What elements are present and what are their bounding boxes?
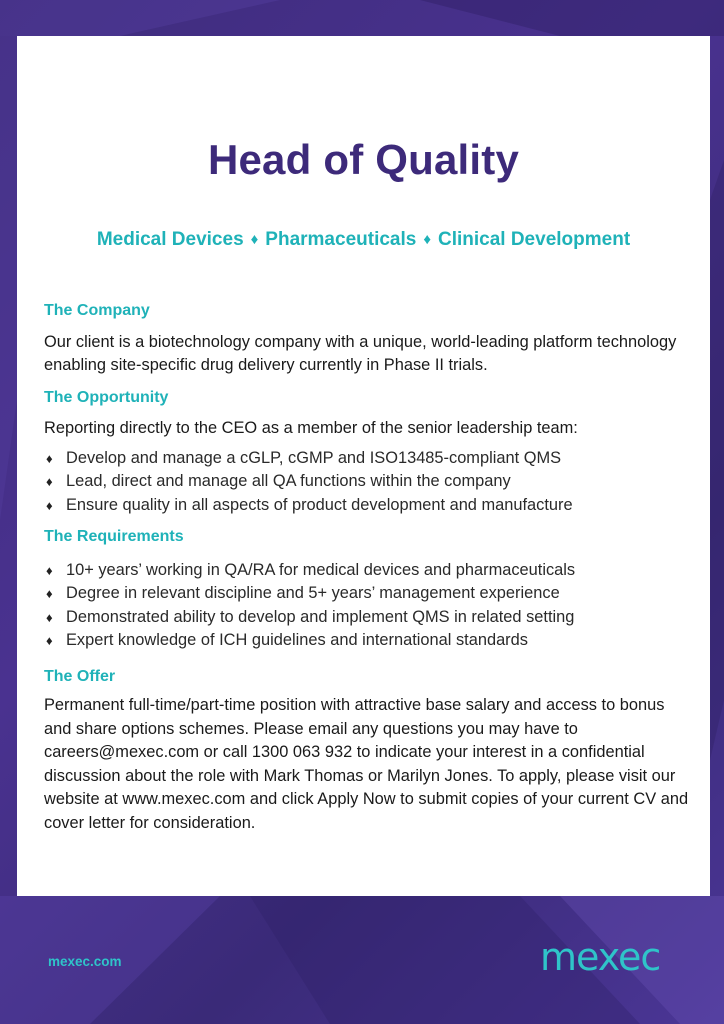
list-item xyxy=(44,582,694,606)
list-item xyxy=(44,447,694,471)
diamond-bullet-icon: ♦ xyxy=(46,586,53,601)
diamond-bullet-icon: ♦ xyxy=(46,609,53,625)
mexec-logo xyxy=(540,934,680,980)
sector-list xyxy=(17,229,710,251)
diamond-bullet-icon: ♦ xyxy=(46,474,53,489)
opportunity-heading: The Opportunity xyxy=(44,388,169,406)
company-heading: The Company xyxy=(44,302,150,319)
sector-item: Clinical Development xyxy=(437,229,631,250)
page-title: Head of Quality xyxy=(207,136,520,183)
job-description xyxy=(44,299,694,836)
list-item-text: Lead, direct and manage all QA functions within the company xyxy=(66,472,511,490)
diamond-bullet-icon: ♦ xyxy=(46,450,53,466)
list-item-text: Develop and manage a cGLP, cGMP and ISO13485-compliant QMS xyxy=(66,448,562,467)
list-item xyxy=(44,606,694,630)
offer-text: Permanent full-time/part-time position with attractive base salary and access to bonus and share options schemes. Please email any questions you may have to careers@mexec.com or call 1300 063 932 to indicate your interest in a confidential discussion about the role with Mark Thomas or Marilyn Jones. To apply, please visit our website at www.mexec.com and click Apply Now to submit copies of your current CV and cover letter for consideration. xyxy=(44,696,689,832)
requirements-heading: The Requirements xyxy=(44,528,184,545)
offer-heading: The Offer xyxy=(44,667,116,685)
opportunity-list xyxy=(44,447,694,518)
diamond-icon: ♦ xyxy=(250,231,259,248)
list-item-text: Degree in relevant discipline and 5+ years’ management experience xyxy=(66,584,560,602)
list-item-text: Ensure quality in all aspects of product development and manufacture xyxy=(66,495,573,514)
diamond-icon: ♦ xyxy=(423,231,431,248)
sector-item: Pharmaceuticals xyxy=(265,229,417,250)
diamond-bullet-icon: ♦ xyxy=(46,497,53,513)
list-item-text: Demonstrated ability to develop and implement QMS in related setting xyxy=(66,607,575,626)
list-item xyxy=(44,629,694,653)
company-text: Our client is a biotechnology company with a unique, world-leading platform technology enabling site-specific drug delivery currently in Phase II trials. xyxy=(44,332,677,374)
list-item xyxy=(44,494,694,518)
list-item xyxy=(44,559,694,583)
list-item-text: Expert knowledge of ICH guidelines and international standards xyxy=(66,631,528,649)
opportunity-text: Reporting directly to the CEO as a member of the senior leadership team: xyxy=(44,419,578,437)
list-item xyxy=(44,470,694,494)
poster-panel xyxy=(17,36,710,896)
list-item-text: 10+ years’ working in QA/RA for medical devices and pharmaceuticals xyxy=(66,560,576,579)
logo-text: mexec xyxy=(540,935,661,979)
requirements-list xyxy=(44,559,694,653)
sector-item: Medical Devices xyxy=(96,229,244,250)
diamond-bullet-icon: ♦ xyxy=(46,633,53,648)
mexec-logo-mark xyxy=(540,934,680,980)
diamond-bullet-icon: ♦ xyxy=(46,562,53,578)
footer-website-link[interactable]: mexec.com xyxy=(48,954,122,969)
